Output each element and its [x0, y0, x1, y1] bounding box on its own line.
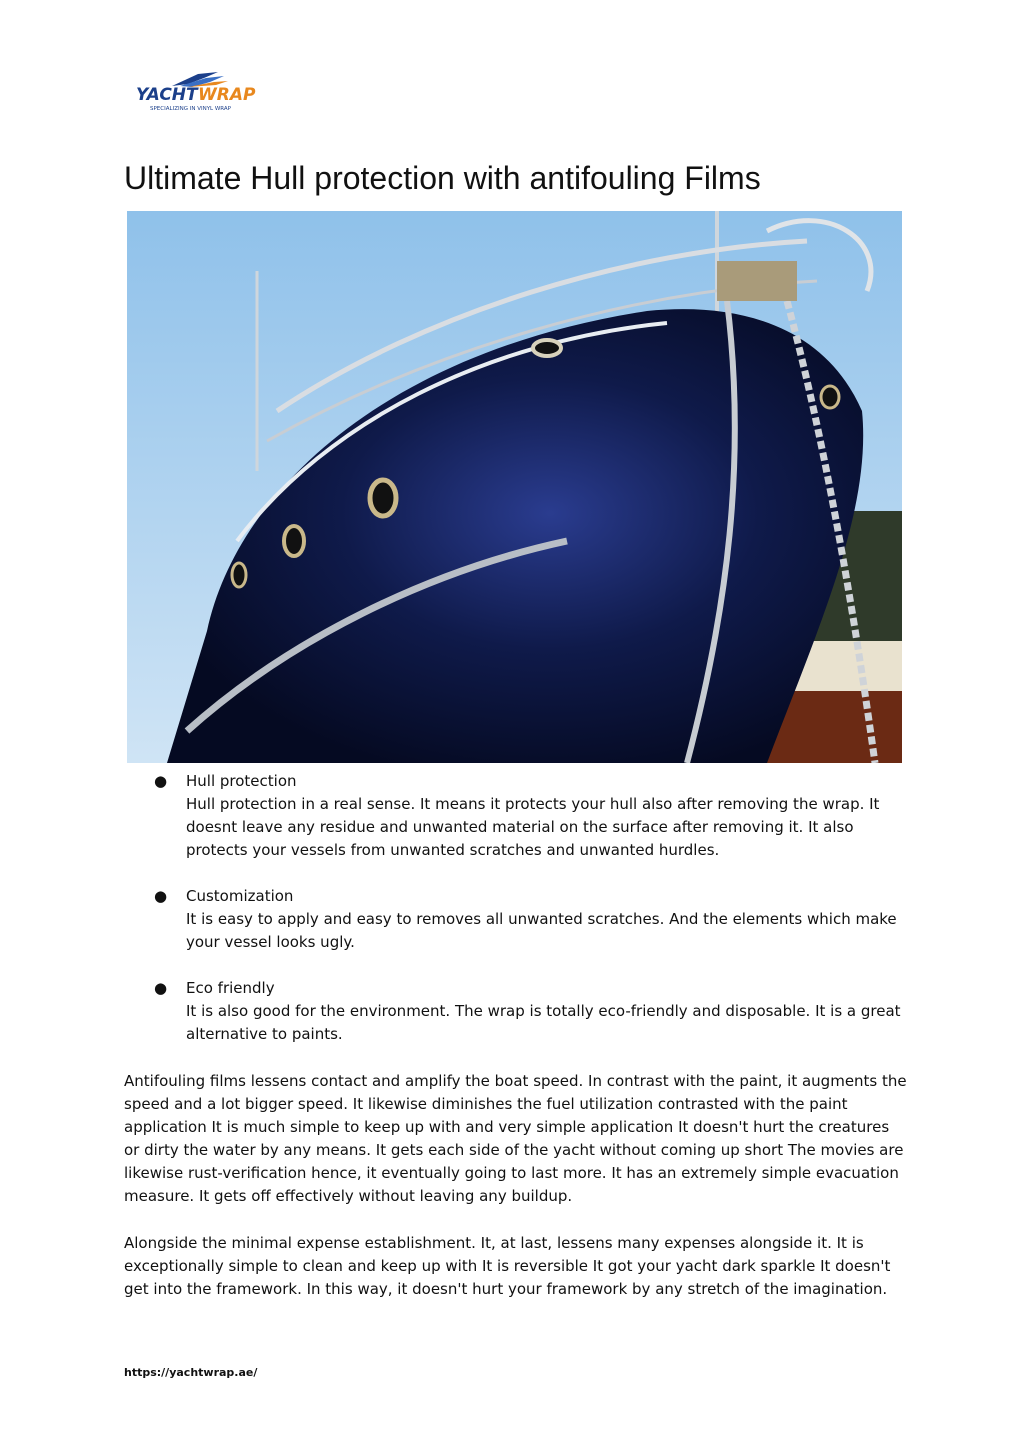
list-item [124, 977, 904, 1046]
footer-url[interactable]: https://yachtwrap.ae/ [124, 1366, 258, 1379]
svg-text:WRAP: WRAP [198, 85, 256, 105]
bullet-icon: ● [154, 887, 168, 905]
list-item-heading: Customization [186, 887, 294, 905]
list-item-body: It is also good for the environment. The wrap is totally eco-friendly and disposable. It is a great alternative to paints. [186, 1002, 901, 1043]
feature-list [124, 770, 904, 1069]
list-item [124, 770, 904, 862]
svg-text:YACHT: YACHT [136, 85, 198, 105]
yacht-logo-icon [128, 64, 266, 116]
page-title: Ultimate Hull protection with antifouling Films [124, 160, 761, 196]
list-item-body: It is easy to apply and easy to removes all unwanted scratches. And the elements which make your vessel looks ugly. [186, 910, 897, 951]
yacht-hull-photo [127, 211, 902, 763]
list-item-heading: Hull protection [186, 772, 297, 790]
bullet-icon: ● [154, 772, 168, 790]
bullet-icon: ● [154, 979, 168, 997]
svg-text:SPECIALIZING IN VINYL WRAP: SPECIALIZING IN VINYL WRAP [150, 106, 231, 112]
yachtwrap-logo[interactable] [128, 64, 266, 116]
list-item-heading: Eco friendly [186, 979, 275, 997]
body-paragraph: Antifouling films lessens contact and amplify the boat speed. In contrast with the paint, it augments the speed and a lot bigger speed. It likewise diminishes the fuel utilization contrasted with the paint application It is much simple to keep up with and very simple application It doesn't hurt the creatures or dirty the water by any means. It gets each side of the yacht without coming up short The movies are likewise rust-verification hence, it eventually going to last more. It has an extremely simple evacuation measure. It gets off effectively without leaving any buildup. [124, 1072, 907, 1205]
list-item [124, 885, 904, 954]
list-item-body: Hull protection in a real sense. It means it protects your hull also after removing the wrap. It doesnt leave any residue and unwanted material on the surface after removing it. It also protects your vessels from unwanted scratches and unwanted hurdles. [186, 795, 880, 859]
body-paragraph: Alongside the minimal expense establishment. It, at last, lessens many expenses alongside it. It is exceptionally simple to clean and keep up with It is reversible It got your yacht dark sparkle It doesn't get into the framework. In this way, it doesn't hurt your framework by any stretch of the imagination. [124, 1234, 891, 1298]
